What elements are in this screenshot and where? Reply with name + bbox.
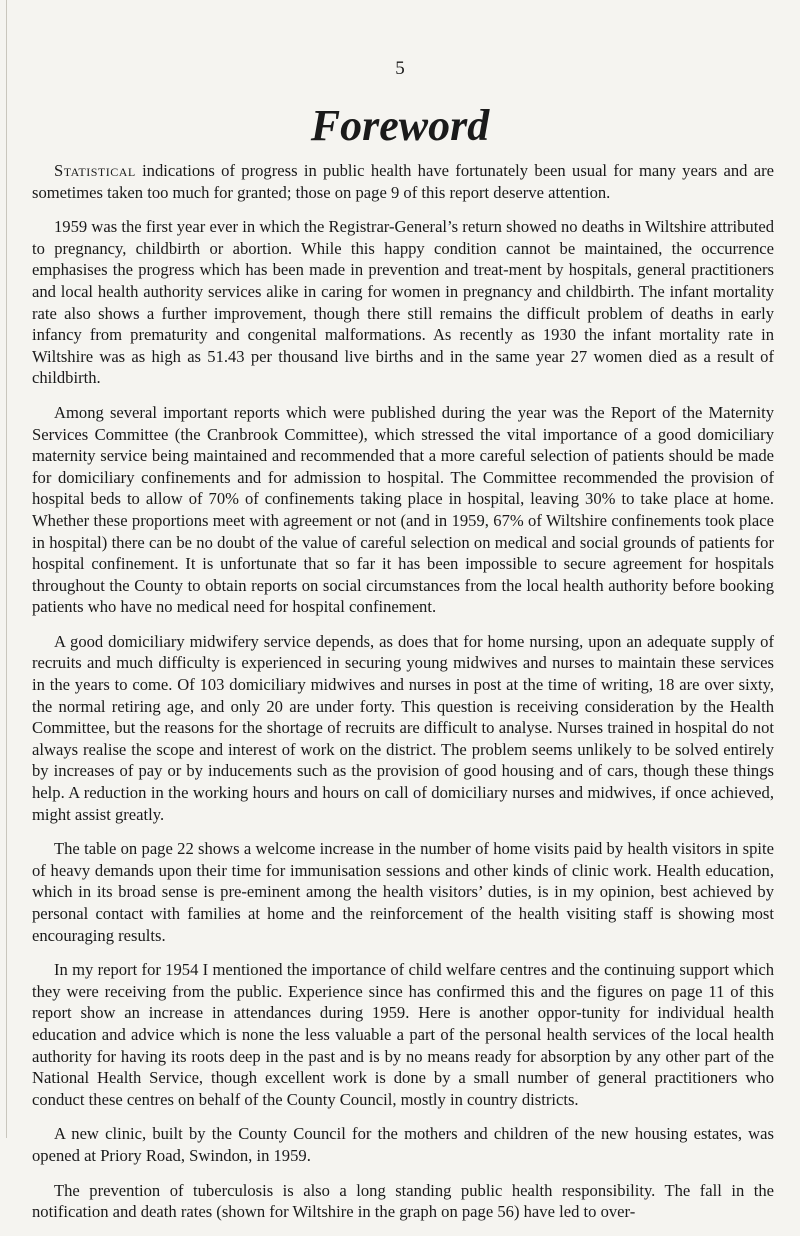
page-margin-line <box>6 0 7 1138</box>
paragraph-text: A good domiciliary midwifery service depends, as does that for home nursing, upon an adequate supply of recruits and much difficulty is experienced in securing young midwives and nurses to maintain these services in the years to come. Of 103 domiciliary midwives and nurses in post at the time of writing, 18 are over sixty, the normal retiring age, and only 20 are under forty. This question is receiving consideration by the Health Committee, but the reasons for the shortage of recruits are difficult to analyse. Nurses trained in hospital do not always realise the scope and interest of work on the district. The problem seems unlikely to be solved entirely by increases of pay or by inducements such as the provision of good housing and of cars, though these things help. A reduction in the working hours and hours on call of domiciliary nurses and midwives, if once achieved, might assist greatly. <box>32 631 774 824</box>
paragraph <box>32 1123 774 1166</box>
page-title: Foreword <box>310 101 490 150</box>
page-number: 5 <box>395 58 405 79</box>
paragraph-text: 1959 was the first year ever in which the Registrar-General’s return showed no deaths in Wiltshire attributed to pregnancy, childbirth or abortion. While this happy condition cannot be maintained, the occurrence emphasises the progress which has been made in prevention and treat-ment by hospitals, general practitioners and local health authority services alike in caring for women in pregnancy and childbirth. The infant mortality rate also shows a further improvement, though there still remains the difficult problem of deaths in early infancy from prematurity and congenital malformations. As recently as 1930 the infant mortality rate in Wiltshire was as high as 51.43 per thousand live births and in the same year 27 women died as a result of childbirth. <box>32 217 774 388</box>
paragraph-text: In my report for 1954 I mentioned the importance of child welfare centres and the continuing support which they were receiving from the public. Experience since has confirmed this and the figures on page 11 of this report show an increase in attendances during 1959. Here is another oppor-tunity for individual health education and advice which is none the less valuable a part of the personal health services of the local health authority for having its roots deep in the past and is by no means ready for absorption by any other part of the National Health Service, though excellent work is done by a small number of general practitioners who conduct these centres on behalf of the County Council, mostly in country districts. <box>32 960 774 1109</box>
paragraph-text: Among several important reports which were published during the year was the Report of the Maternity Services Committee (the Cranbrook Committee), which stressed the vital importance of a good domiciliary maternity service being maintained and recommended that a more careful selection of patients should be made for domiciliary confinements and for admission to hospital. The Committee recommended the provision of hospital beds to allow of 70% of confinements taking place in hospital, leaving 30% to take place at home. Whether these proportions meet with agreement or not (and in 1959, 67% of Wiltshire confinements took place in hospital) there can be no doubt of the value of careful selection on medical and social grounds of patients for hospital confinement. It is unfortunate that so far it has been impossible to secure agreement for hospitals throughout the County to obtain reports on social circumstances from the local health authority before booking patients who have no medical need for hospital confinement. <box>32 402 774 617</box>
paragraph <box>32 838 774 946</box>
paragraph-lead: Statistical <box>54 161 136 180</box>
paragraph-text: indications of progress in public health have fortunately been usual for many years and are sometimes taken too much for granted; those on page 9 of this report deserve attention. <box>32 161 774 202</box>
paragraph-text: The table on page 22 shows a welcome increase in the number of home visits paid by health visitors in spite of heavy demands upon their time for immunisation sessions and other kinds of clinic work. Health education, which in its broad sense is pre-eminent among the health visitors’ duties, is in my opinion, best achieved by personal contact with families at home and the reinforcement of the health visiting staff is showing most encouraging results. <box>32 839 774 945</box>
paragraph <box>32 160 774 203</box>
paragraph <box>32 402 774 618</box>
paragraph <box>32 1180 774 1223</box>
paragraph <box>32 216 774 389</box>
document-body <box>32 160 774 1236</box>
paragraph-text: A new clinic, built by the County Council for the mothers and children of the new housing estates, was opened at Priory Road, Swindon, in 1959. <box>32 1124 774 1165</box>
paragraph <box>32 631 774 825</box>
paragraph <box>32 959 774 1110</box>
paragraph-text: The prevention of tuberculosis is also a long standing public health responsibility. The fall in the notification and death rates (shown for Wiltshire in the graph on page 56) have led to over- <box>32 1180 774 1222</box>
